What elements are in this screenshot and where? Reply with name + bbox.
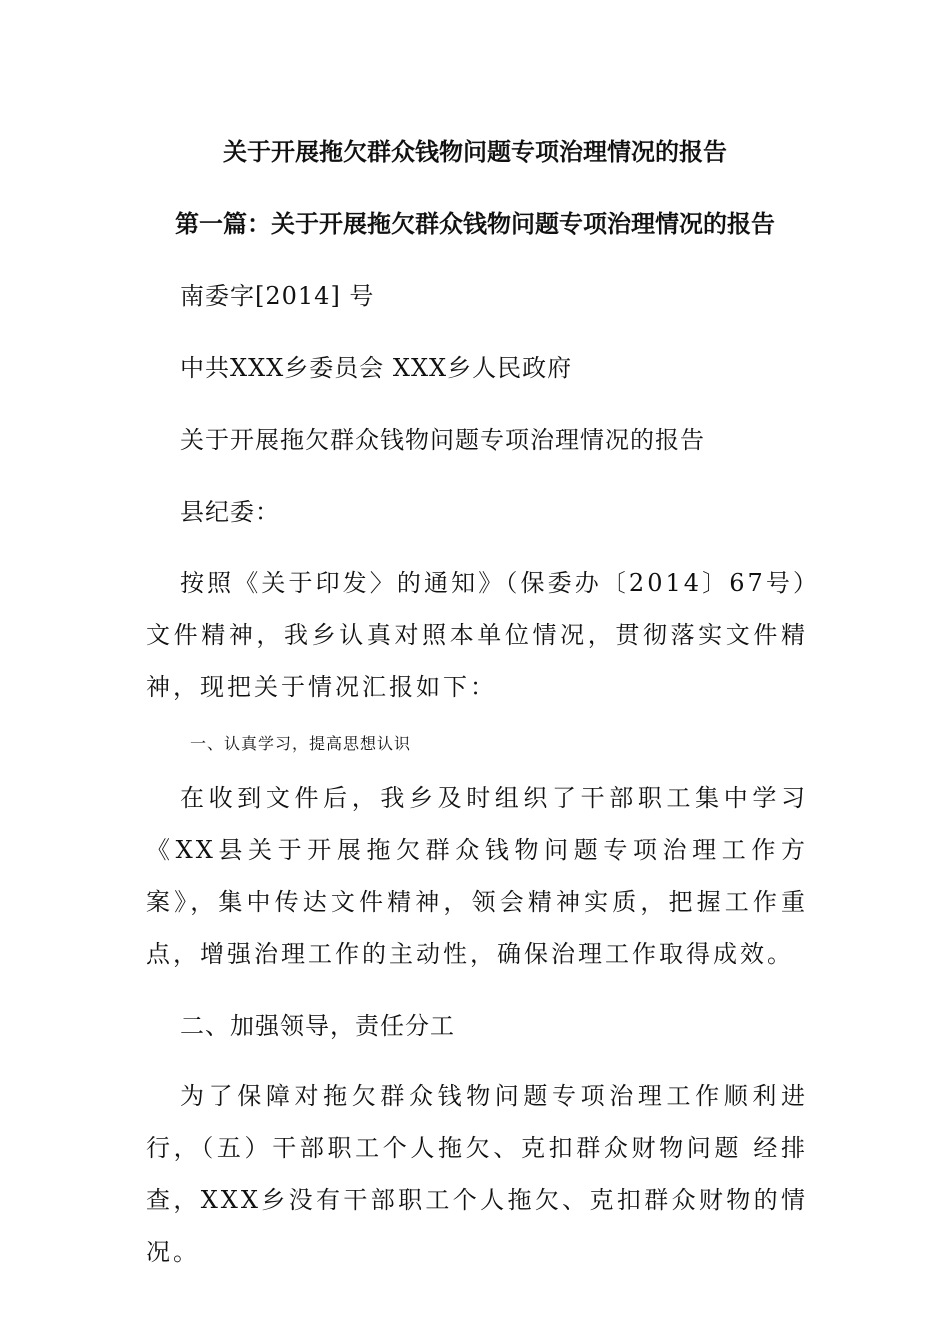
document-title: 关于开展拖欠群众钱物问题专项治理情况的报告 [223,137,727,166]
issuer: 中共XXX乡委员会 XXX乡人民政府 [180,354,573,382]
section1-paragraph: 在收到文件后，我乡及时组织了干部职工集中学习《XX县关于开展拖欠群众钱物问题专项治理工作方案》，集中传达文件精神，领会精神实质，把握工作重点，增强治理工作的主动性，确保治理工作取得成效。 [146,784,808,968]
report-title: 关于开展拖欠群众钱物问题专项治理情况的报告 [180,426,705,454]
doc-number: 南委字[2014] 号 [180,282,375,310]
section2-paragraph: 为了保障对拖欠群众钱物问题专项治理工作顺利进行，（五）干部职工个人拖欠、克扣群众财物问题 经排查，XXX乡没有干部职工个人拖欠、克扣群众财物的情况。 [146,1082,808,1266]
addressee: 县纪委： [180,498,280,526]
document-subtitle: 第一篇：关于开展拖欠群众钱物问题专项治理情况的报告 [175,209,775,238]
section2-heading: 二、加强领导，责任分工 [180,1012,455,1040]
intro-paragraph: 按照《关于印发〉的通知》（保委办〔2014〕67号）文件精神，我乡认真对照本单位情况，贯彻落实文件精神，现把关于情况汇报如下： [146,569,808,701]
section1-heading: 一、认真学习，提高思想认识 [190,734,412,753]
